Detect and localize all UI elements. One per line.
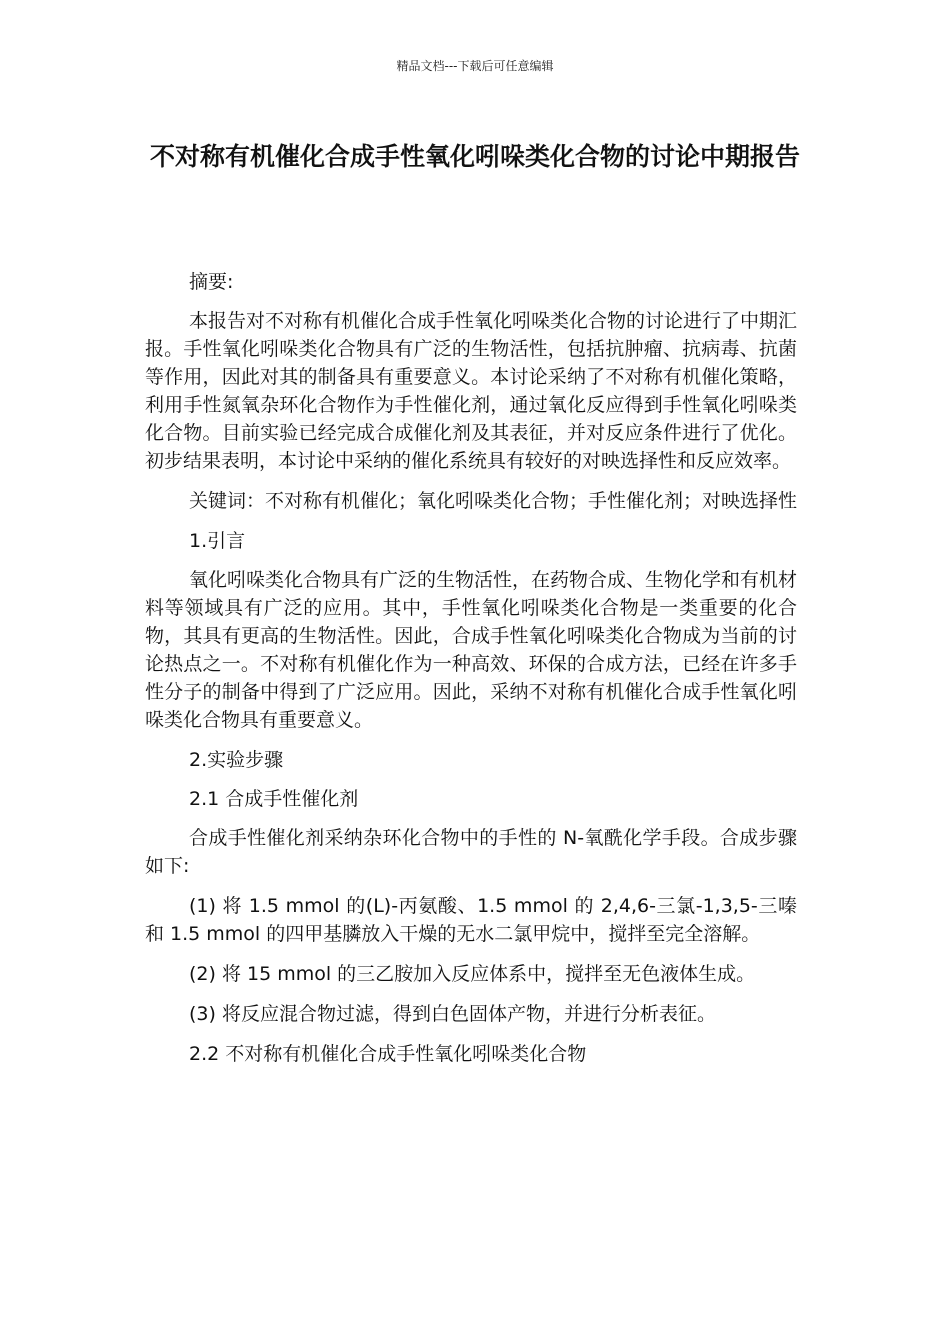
subsection-heading-synthesis: 2.2 不对称有机催化合成手性氧化吲哚类化合物 — [189, 1043, 587, 1065]
abstract-heading: 摘要: — [189, 271, 234, 293]
keywords-paragraph: 关键词：不对称有机催化；氧化吲哚类化合物；手性催化剂；对映选择性 — [189, 490, 798, 512]
step-1: (1) 将 1.5 mmol 的(L)-丙氨酸、1.5 mmol 的 2,4,6-三氯-1,3,5-三嗪和 1.5 mmol 的四甲基膦放入干燥的无水二氯甲烷中，搅拌至完全溶解。 — [145, 895, 797, 945]
introduction-paragraph: 氧化吲哚类化合物具有广泛的生物活性，在药物合成、生物化学和有机材料等领域具有广泛的应用。其中，手性氧化吲哚类化合物是一类重要的化合物，其具有更高的生物活性。因此，合成手性氧化吲哚类化合物成为当前的讨论热点之一。不对称有机催化作为一种高效、环保的合成方法，已经在许多手性分子的制备中得到了广泛应用。因此，采纳不对称有机催化合成手性氧化吲哚类化合物具有重要意义。 — [145, 569, 798, 731]
step-3: (3) 将反应混合物过滤，得到白色固体产物，并进行分析表征。 — [189, 1003, 716, 1025]
step-2: (2) 将 15 mmol 的三乙胺加入反应体系中，搅拌至无色液体生成。 — [189, 963, 756, 985]
abstract-paragraph: 本报告对不对称有机催化合成手性氧化吲哚类化合物的讨论进行了中期汇报。手性氧化吲哚类化合物具有广泛的生物活性，包括抗肿瘤、抗病毒、抗菌等作用，因此对其的制备具有重要意义。本讨论采纳了不对称有机催化策略，利用手性氮氧杂环化合物作为手性催化剂，通过氧化反应得到手性氧化吲哚类化合物。目前实验已经完成合成催化剂及其表征，并对反应条件进行了优化。初步结果表明，本讨论中采纳的催化系统具有较好的对映选择性和反应效率。 — [145, 310, 798, 472]
section-heading-experiment: 2.实验步骤 — [189, 749, 284, 771]
subsection-heading-catalyst: 2.1 合成手性催化剂 — [189, 788, 359, 810]
section-heading-introduction: 1.引言 — [189, 530, 246, 552]
document-body — [145, 268, 797, 1079]
catalyst-paragraph: 合成手性催化剂采纳杂环化合物中的手性的 N-氧酰化学手段。合成步骤如下: — [145, 827, 797, 877]
header-note: 精品文档---下载后可任意编辑 — [396, 59, 554, 73]
document-title: 不对称有机催化合成手性氧化吲哚类化合物的讨论中期报告 — [149, 142, 800, 171]
